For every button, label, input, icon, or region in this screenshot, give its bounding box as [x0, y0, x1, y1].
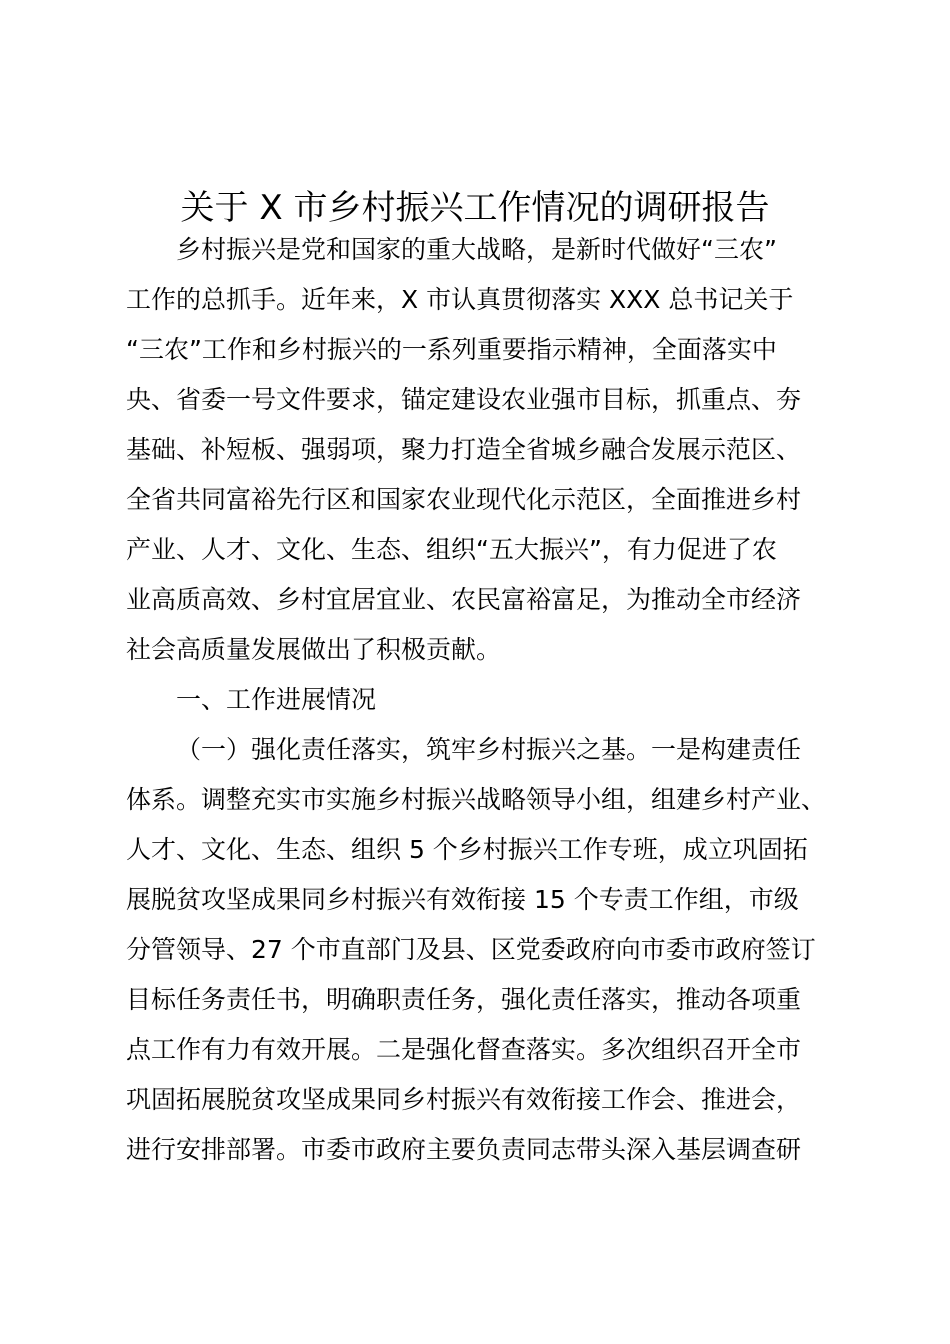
paragraph-line: 巩固拓展脱贫攻坚成果同乡村振兴有效衔接工作会、推进会，	[126, 1085, 802, 1114]
paragraph-line: 全省共同富裕先行区和国家农业现代化示范区，全面推进乡村	[126, 485, 802, 514]
paragraph-line: 分管领导、27 个市直部门及县、区党委政府向市委市政府签订	[126, 935, 816, 964]
paragraph-line: 展脱贫攻坚成果同乡村振兴有效衔接 15 个专责工作组，市级	[126, 885, 799, 914]
section-heading: 一、工作进展情况	[176, 685, 377, 714]
paragraph-line: 工作的总抓手。近年来，X 市认真贯彻落实 XXX 总书记关于	[126, 285, 794, 314]
paragraph-line: 目标任务责任书，明确职责任务，强化责任落实，推动各项重	[126, 985, 802, 1014]
paragraph-line: 进行安排部署。市委市政府主要负责同志带头深入基层调查研	[126, 1135, 802, 1164]
paragraph-line: 产业、人才、文化、生态、组织“五大振兴”，有力促进了农	[126, 535, 777, 564]
paragraph-line: 央、省委一号文件要求，锚定建设农业强市目标，抓重点、夯	[126, 385, 802, 414]
paragraph-line: 基础、补短板、强弱项，聚力打造全省城乡融合发展示范区、	[126, 435, 802, 464]
paragraph-line: 业高质高效、乡村宜居宜业、农民富裕富足，为推动全市经济	[126, 585, 802, 614]
paragraph-line: （一）强化责任落实，筑牢乡村振兴之基。一是构建责任	[176, 735, 802, 764]
paragraph-line: 人才、文化、生态、组织 5 个乡村振兴工作专班，成立巩固拓	[126, 835, 808, 864]
paragraph-line: 乡村振兴是党和国家的重大战略，是新时代做好“三农”	[176, 235, 777, 264]
paragraph-line: 社会高质量发展做出了积极贡献。	[126, 635, 502, 664]
document-title: 关于 X 市乡村振兴工作情况的调研报告	[180, 188, 770, 228]
paragraph-line: 体系。调整充实市实施乡村振兴战略领导小组，组建乡村产业、	[126, 785, 827, 814]
paragraph-line: 点工作有力有效开展。二是强化督查落实。多次组织召开全市	[126, 1035, 802, 1064]
paragraph-line: “三农”工作和乡村振兴的一系列重要指示精神，全面落实中	[126, 335, 777, 364]
